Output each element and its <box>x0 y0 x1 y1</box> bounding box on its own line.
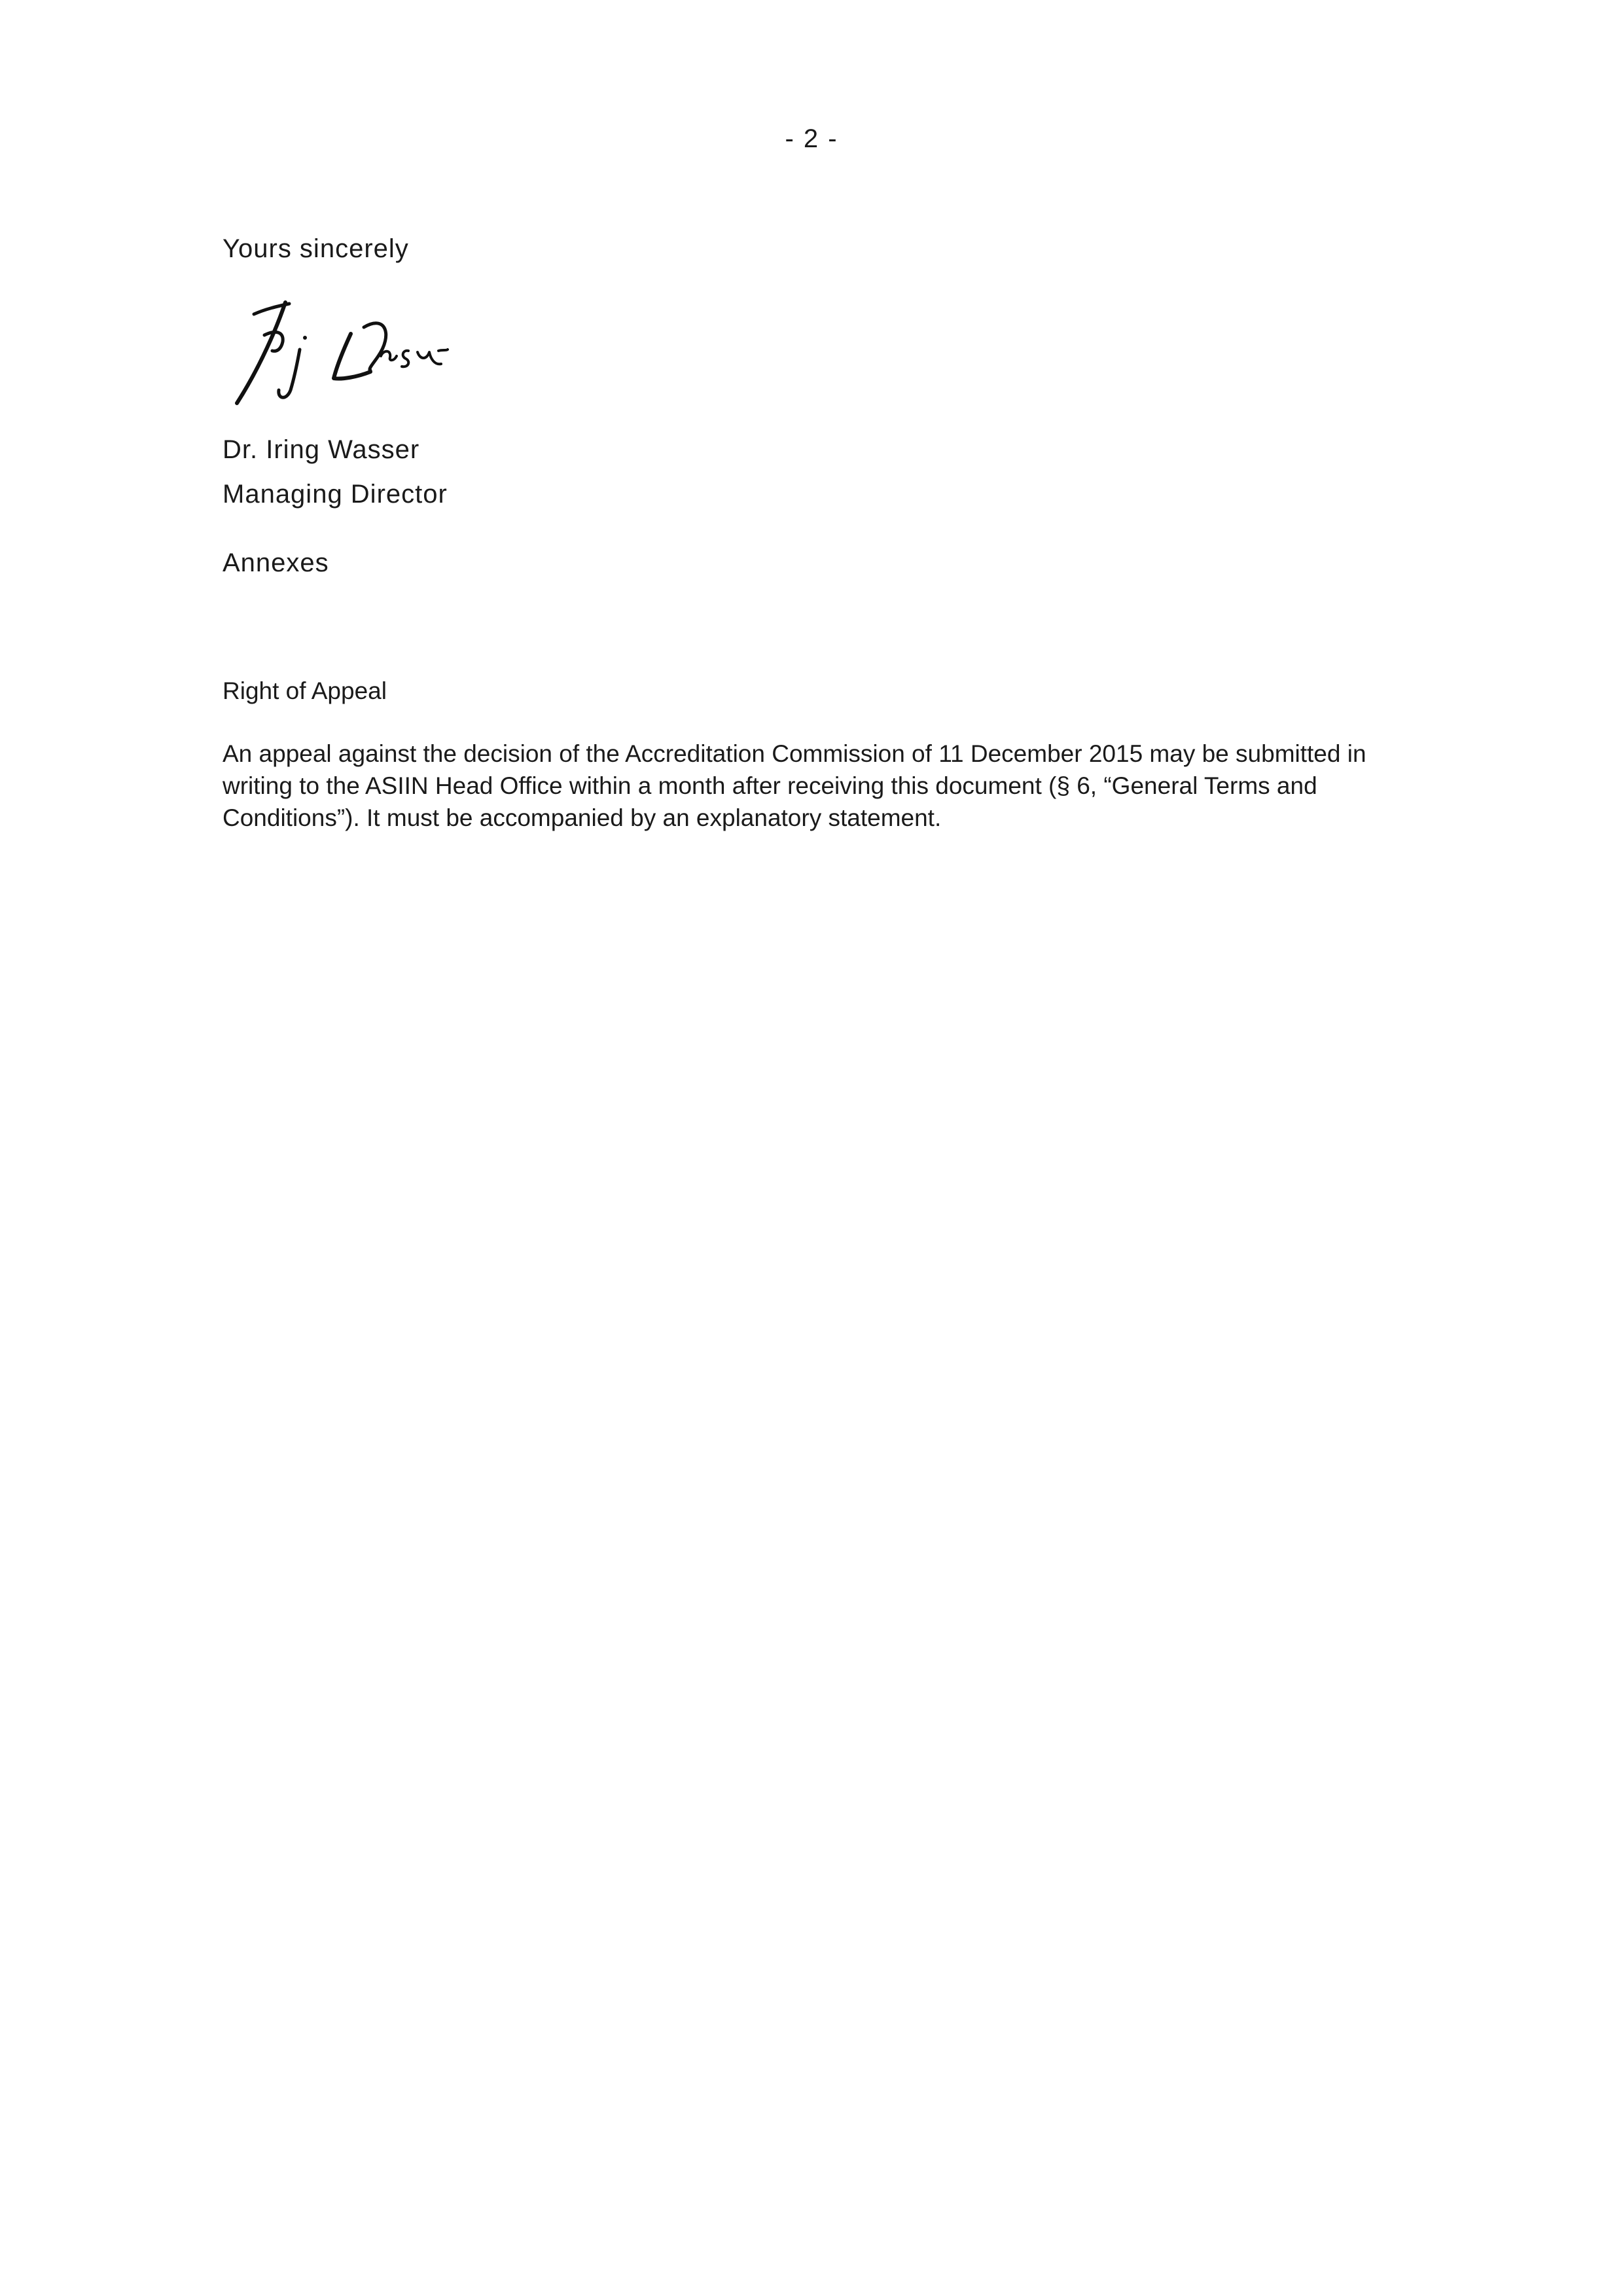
appeal-line: Conditions”). It must be accompanied by an explanatory statement. <box>223 804 942 831</box>
page-number: - 2 - <box>785 124 838 153</box>
appeal-line: An appeal against the decision of the Accreditation Commission of 11 December 2015 may be submitted in <box>223 740 1366 767</box>
closing-text: Yours sincerely <box>223 234 409 263</box>
signer-name: Dr. Iring Wasser <box>223 435 420 464</box>
appeal-heading: Right of Appeal <box>223 677 387 704</box>
signer-title: Managing Director <box>223 480 448 509</box>
handwritten-signature <box>223 296 484 410</box>
appeal-line: writing to the ASIIN Head Office within a month after receiving this document (§ 6, “General Terms and <box>223 772 1317 799</box>
annexes-label: Annexes <box>223 548 329 577</box>
appeal-paragraph <box>223 738 1466 834</box>
